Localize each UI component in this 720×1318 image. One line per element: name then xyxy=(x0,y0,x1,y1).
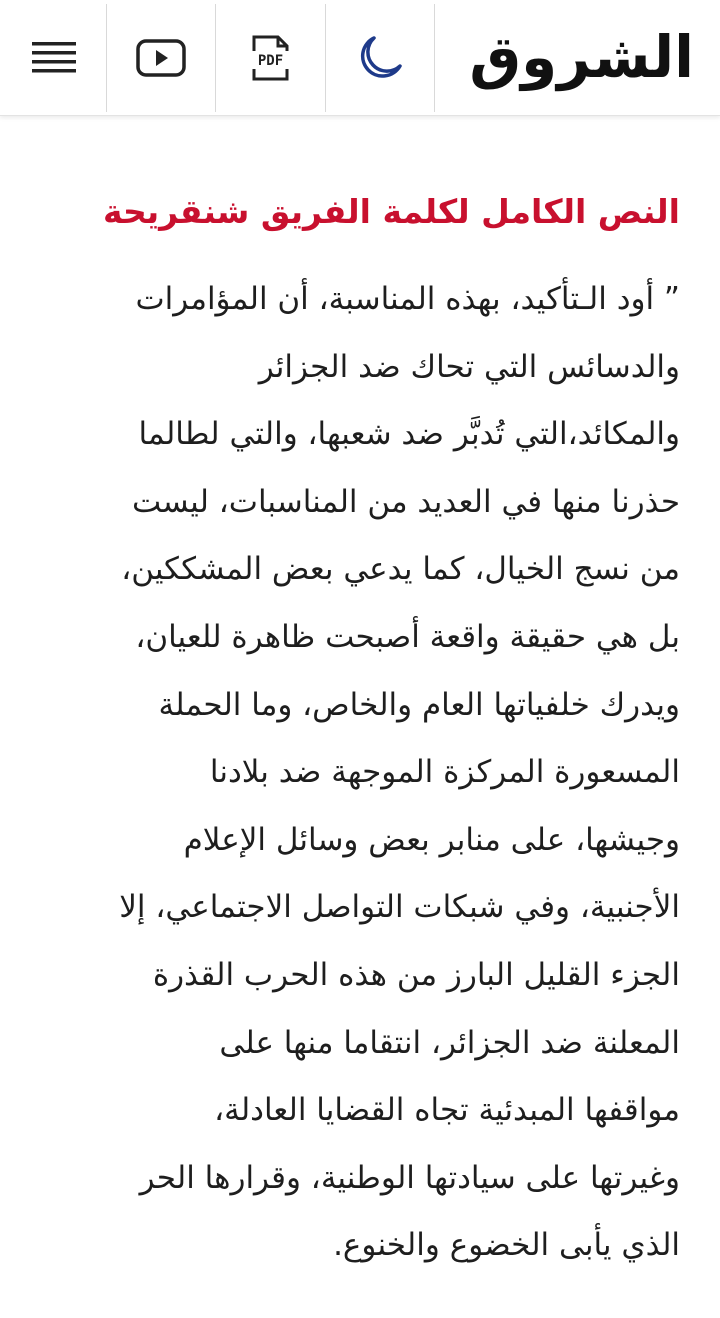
pdf-button[interactable] xyxy=(216,6,324,110)
article-line: وجيشها، على منابر بعض وسائل الإعلام xyxy=(183,821,680,858)
site-logo[interactable] xyxy=(469,14,694,100)
article-line: حذرنا منها في العديد من المناسبات، ليست xyxy=(132,483,680,520)
video-button[interactable] xyxy=(107,6,215,110)
article-line: ويدرك خلفياتها العام والخاص، وما الحملة xyxy=(158,686,680,723)
header-divider xyxy=(434,4,435,112)
dark-mode-toggle[interactable] xyxy=(326,6,434,110)
play-icon xyxy=(135,38,187,78)
article-line: الذي يأبى الخضوع والخنوع. xyxy=(333,1227,680,1264)
top-bar xyxy=(0,0,720,116)
article-line: الأجنبية، وفي شبكات التواصل الاجتماعي، إلا xyxy=(119,889,680,926)
article-body xyxy=(40,266,680,1280)
article-line: الجزء القليل البارز من هذه الحرب القذرة xyxy=(152,956,680,993)
article-line: مواقفها المبدئية تجاه القضايا العادلة، xyxy=(214,1092,680,1129)
pdf-label: PDF xyxy=(257,53,284,69)
article-line: بل هي حقيقة واقعة أصبحت ظاهرة للعيان، xyxy=(135,618,680,655)
article-line: ” أود الـتأكيد، بهذه المناسبة، أن المؤامرات xyxy=(135,281,680,317)
article-line: من نسج الخيال، كما يدعي بعض المشككين، xyxy=(121,551,680,588)
article-line: والمكائد،التي تُدبَّر ضد شعبها، والتي لطالما xyxy=(138,416,680,453)
moon-icon xyxy=(354,32,406,84)
article-line: المسعورة المركزة الموجهة ضد بلادنا xyxy=(209,754,680,791)
article-title: النص الكامل لكلمة الفريق شنقريحة xyxy=(102,192,680,231)
article-line: والدسائس التي تحاك ضد الجزائر xyxy=(258,348,680,385)
article-line: المعلنة ضد الجزائر، انتقاما منها على xyxy=(219,1024,680,1061)
article xyxy=(40,180,680,1280)
pdf-icon xyxy=(245,33,295,83)
article-line: وغيرتها على سيادتها الوطنية، وقرارها الحر xyxy=(139,1159,680,1196)
logo-text: الشروق xyxy=(469,23,694,91)
menu-icon xyxy=(30,38,78,78)
menu-button[interactable] xyxy=(0,6,108,110)
